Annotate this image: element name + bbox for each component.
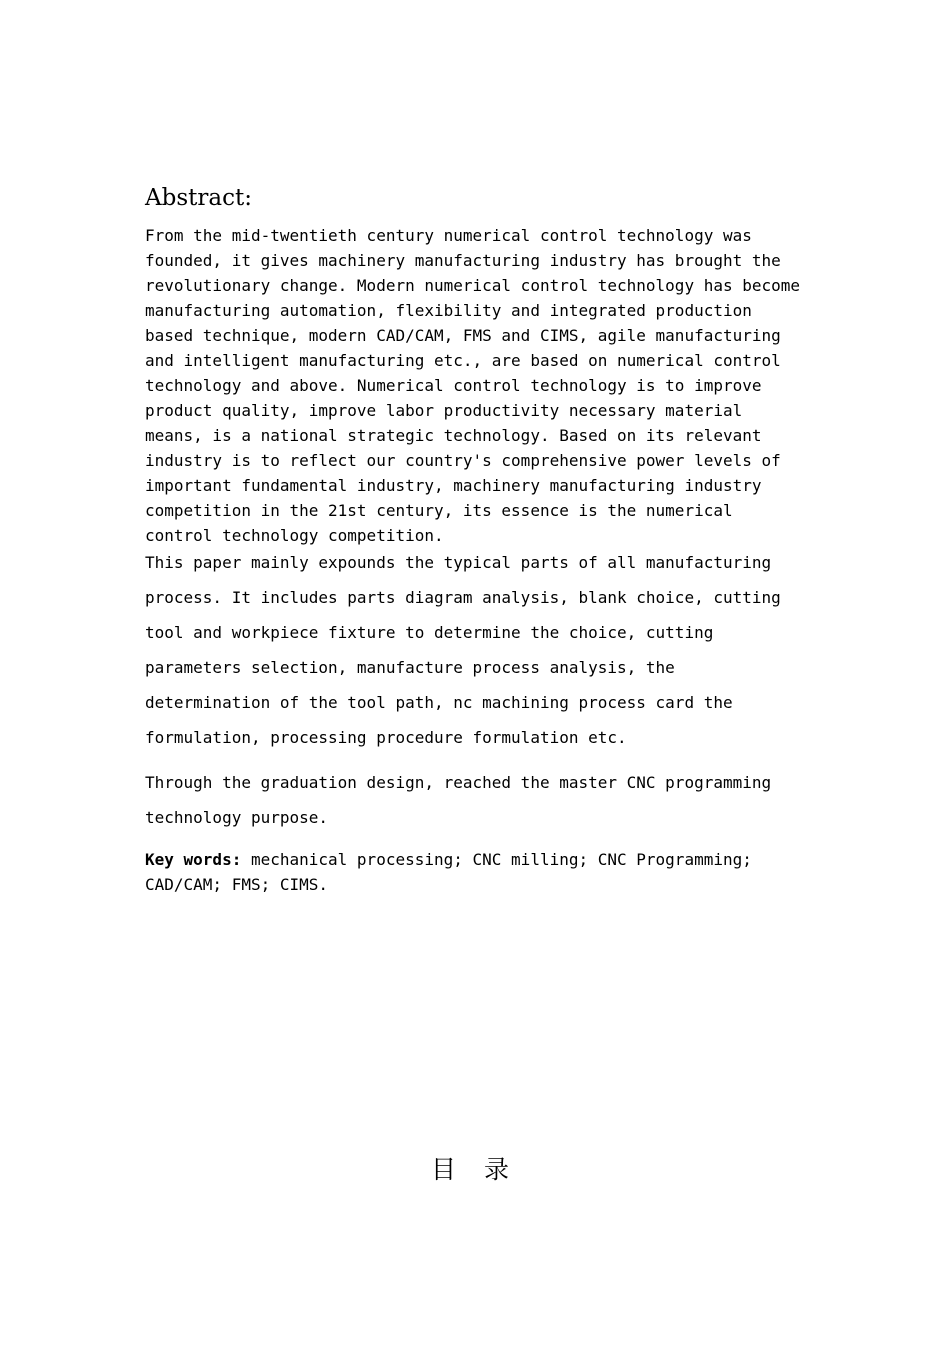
text-line: means, is a national strategic technology. Based on its relevant (145, 426, 762, 445)
text-line: technology and above. Numerical control technology is to improve (145, 376, 762, 395)
text-line: parameters selection, manufacture process analysis, the (145, 658, 675, 677)
text-line: control technology competition. (145, 526, 444, 545)
keywords-label: Key words: (145, 850, 242, 869)
text-line: manufacturing automation, flexibility and integrated production (145, 301, 752, 320)
text-line: important fundamental industry, machinery manufacturing industry (145, 476, 762, 495)
text-line: industry is to reflect our country's comprehensive power levels of (145, 451, 781, 470)
text-line: based technique, modern CAD/CAM, FMS and CIMS, agile manufacturing (145, 326, 781, 345)
keywords-line-1 (145, 847, 752, 872)
text-line: determination of the tool path, nc machining process card the (145, 693, 733, 712)
text-line: founded, it gives machinery manufacturing industry has brought the (145, 251, 781, 270)
keywords-block (145, 847, 752, 897)
text-line: technology purpose. (145, 808, 329, 827)
text-line: and intelligent manufacturing etc., are based on numerical control (145, 351, 781, 370)
text-line: From the mid-twentieth century numerical control technology was (145, 226, 752, 245)
text-line: process. It includes parts diagram analysis, blank choice, cutting (145, 588, 781, 607)
text-line: product quality, improve labor productivity necessary material (145, 401, 743, 420)
abstract-paragraph-1 (145, 223, 800, 548)
text-line: revolutionary change. Modern numerical control technology has become (145, 276, 801, 295)
abstract-paragraph-3 (145, 765, 771, 835)
text-line: tool and workpiece fixture to determine the choice, cutting (145, 623, 714, 642)
abstract-paragraph-2 (145, 545, 781, 755)
text-line: competition in the 21st century, its essence is the numerical (145, 501, 733, 520)
keywords-line-2: CAD/CAM; FMS; CIMS. (145, 875, 329, 894)
abstract-heading: Abstract: (145, 185, 252, 211)
text-line: formulation, processing procedure formulation etc. (145, 728, 627, 747)
toc-title: 目录 (430, 1155, 537, 1184)
text-line: This paper mainly expounds the typical parts of all manufacturing (145, 553, 772, 572)
text-line: Through the graduation design, reached the master CNC programming (145, 773, 772, 792)
keywords-text: mechanical processing; CNC milling; CNC Programming; (241, 850, 752, 869)
